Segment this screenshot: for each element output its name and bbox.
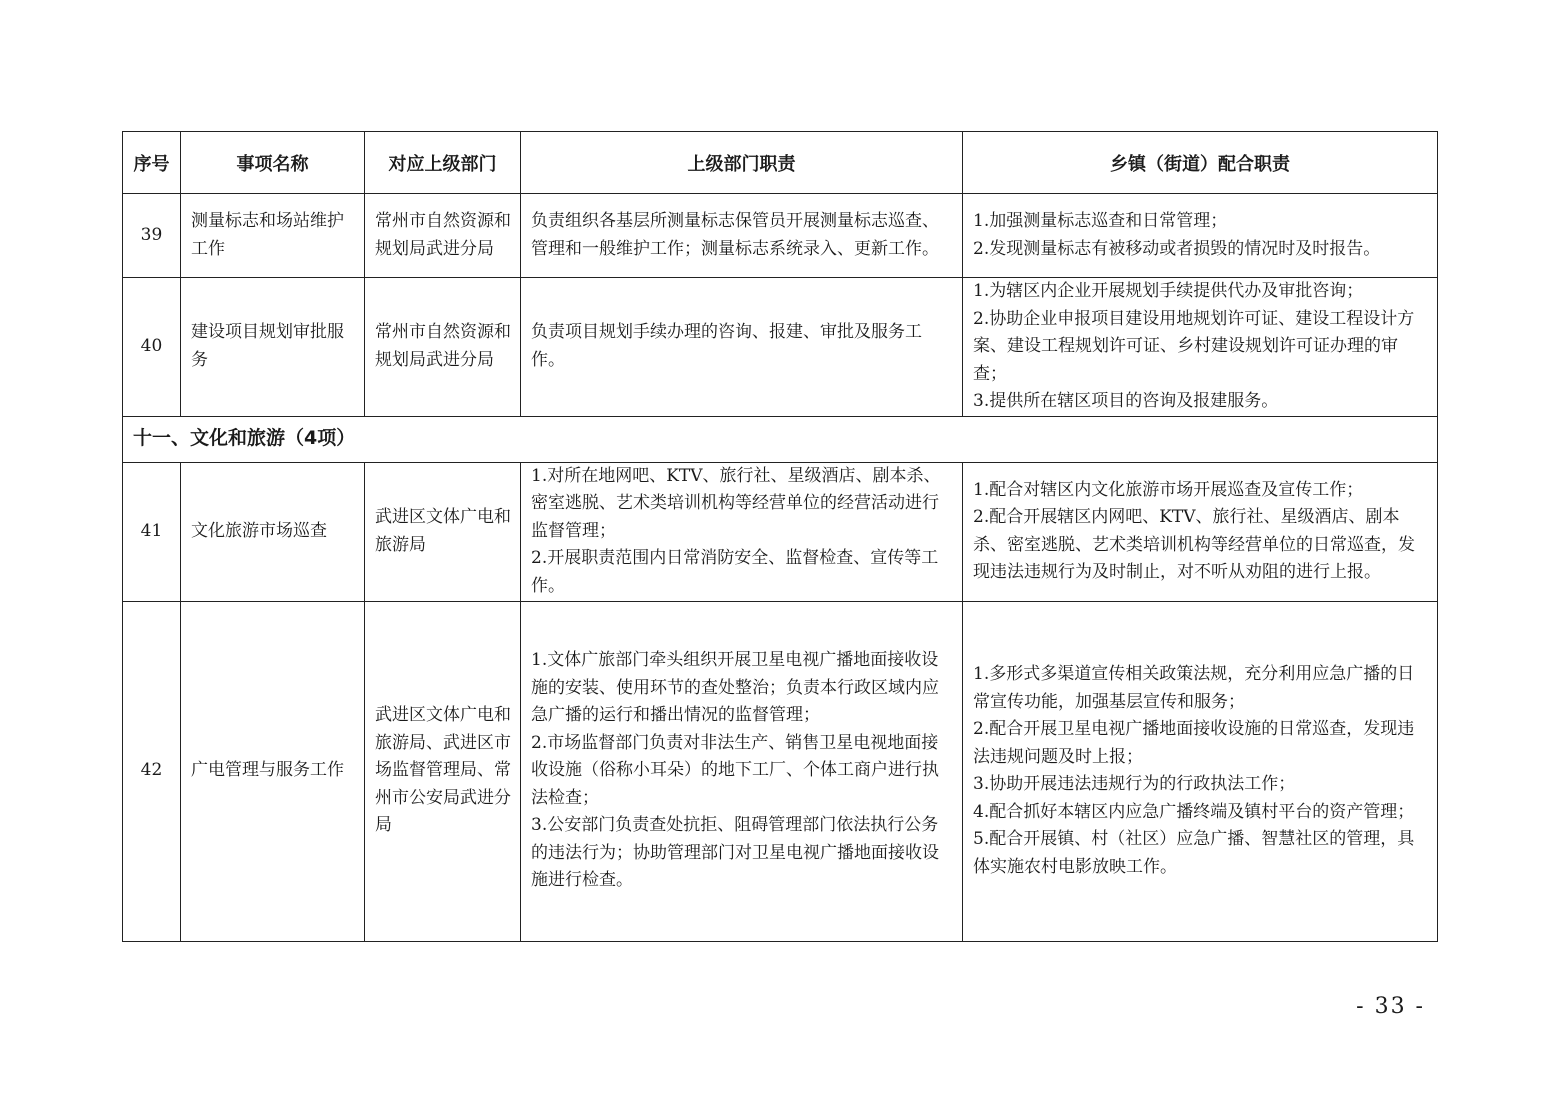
row-upper-duty — [521, 462, 963, 601]
row-town-duty — [963, 278, 1438, 417]
row-town-duty — [963, 462, 1438, 601]
row-upper-duty — [521, 601, 963, 941]
upper-duty-item: 负责项目规划手续办理的咨询、报建、审批及服务工作。 — [531, 322, 922, 370]
header-num: 序号 — [123, 132, 181, 194]
upper-duty-item: 负责组织各基层所测量标志保管员开展测量标志巡查、管理和一般维护工作；测量标志系统录入、更新工作。 — [531, 211, 939, 259]
town-duty-item: 1.为辖区内企业开展规划手续提供代办及审批咨询； — [973, 281, 1364, 301]
town-duty-item: 2.协助企业申报项目建设用地规划许可证、建设工程设计方案、建设工程规划许可证、乡村建设规划许可证办理的审查； — [973, 308, 1415, 384]
table-row — [123, 462, 1438, 601]
page-number: - 33 - — [1356, 994, 1425, 1019]
row-num: 39 — [123, 194, 181, 278]
town-duty-item: 3.协助开展违法违规行为的行政执法工作； — [973, 774, 1296, 794]
row-dept: 武进区文体广电和旅游局 — [365, 462, 521, 601]
town-duty-item: 2.发现测量标志有被移动或者损毁的情况时及时报告。 — [973, 238, 1381, 259]
town-duty-item: 5.配合开展镇、村（社区）应急广播、智慧社区的管理，具体实施农村电影放映工作。 — [973, 829, 1415, 877]
row-dept: 常州市自然资源和规划局武进分局 — [365, 278, 521, 417]
town-duty-item: 2.配合开展辖区内网吧、KTV、旅行社、星级酒店、剧本杀、密室逃脱、艺术类培训机构等经营单位的日常巡查，发现违法违规行为及时制止，对不听从劝阻的进行上报。 — [973, 507, 1415, 582]
row-town-duty — [963, 194, 1438, 278]
row-num: 41 — [123, 462, 181, 601]
upper-duty-item: 1.对所在地网吧、KTV、旅行社、星级酒店、剧本杀、密室逃脱、艺术类培训机构等经营单位的经营活动进行监督管理； — [531, 465, 941, 541]
town-duty-item: 2.配合开展卫星电视广播地面接收设施的日常巡查，发现违法违规问题及时上报； — [973, 719, 1415, 767]
town-duty-item: 1.多形式多渠道宣传相关政策法规，充分利用应急广播的日常宣传功能，加强基层宣传和服务； — [973, 664, 1415, 712]
header-upper-duty: 上级部门职责 — [521, 132, 963, 194]
row-dept: 常州市自然资源和规划局武进分局 — [365, 194, 521, 278]
row-upper-duty — [521, 194, 963, 278]
header-row — [123, 132, 1438, 194]
upper-duty-item: 2.开展职责范围内日常消防安全、监督检查、宣传等工作。 — [531, 548, 939, 596]
table-row — [123, 194, 1438, 278]
town-duty-item: 1.加强测量标志巡查和日常管理； — [973, 211, 1228, 231]
row-item-name: 广电管理与服务工作 — [181, 601, 365, 941]
header-name: 事项名称 — [181, 132, 365, 194]
row-num: 40 — [123, 278, 181, 417]
header-town-duty: 乡镇（街道）配合职责 — [963, 132, 1438, 194]
row-dept: 武进区文体广电和旅游局、武进区市场监督管理局、常州市公安局武进分局 — [365, 601, 521, 941]
row-item-name: 文化旅游市场巡查 — [181, 462, 365, 601]
upper-duty-item: 3.公安部门负责查处抗拒、阻碍管理部门依法执行公务的违法行为；协助管理部门对卫星电视广播地面接收设施进行检查。 — [531, 815, 939, 891]
header-dept: 对应上级部门 — [365, 132, 521, 194]
upper-duty-item: 2.市场监督部门负责对非法生产、销售卫星电视地面接收设施（俗称小耳朵）的地下工厂、个体工商户进行执法检查； — [531, 732, 939, 808]
table-row — [123, 601, 1438, 941]
row-town-duty — [963, 601, 1438, 941]
row-item-name: 测量标志和场站维护工作 — [181, 194, 365, 278]
upper-duty-item: 1.文体广旅部门牵头组织开展卫星电视广播地面接收设施的安装、使用环节的查处整治；负责本行政区域内应急广播的运行和播出情况的监督管理； — [531, 650, 939, 726]
town-duty-item: 1.配合对辖区内文化旅游市场开展巡查及宣传工作； — [973, 479, 1364, 500]
row-item-name: 建设项目规划审批服务 — [181, 278, 365, 417]
section-title: 十一、文化和旅游（4项） — [123, 416, 1438, 462]
duty-table — [122, 131, 1438, 942]
table-row — [123, 278, 1438, 417]
row-num: 42 — [123, 601, 181, 941]
town-duty-item: 4.配合抓好本辖区内应急广播终端及镇村平台的资产管理； — [973, 801, 1415, 822]
section-row — [123, 416, 1438, 462]
town-duty-item: 3.提供所在辖区项目的咨询及报建服务。 — [973, 391, 1279, 411]
row-upper-duty — [521, 278, 963, 417]
